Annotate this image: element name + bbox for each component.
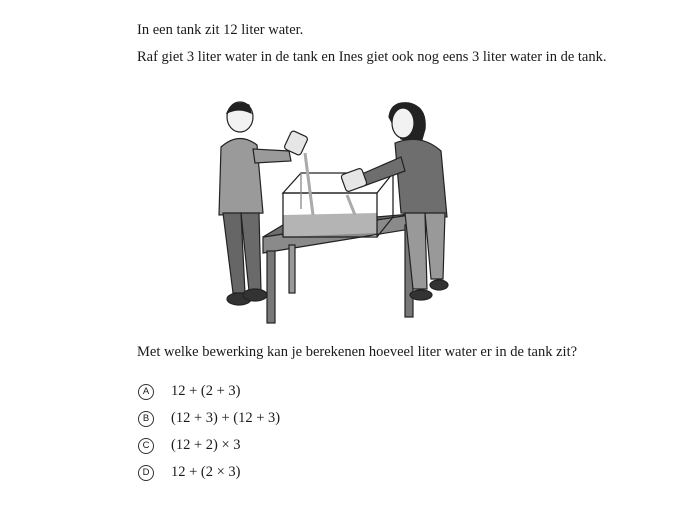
option-d[interactable] — [137, 459, 280, 486]
option-c-letter[interactable]: C — [138, 438, 154, 454]
option-b-text: (12 + 3) + (12 + 3) — [171, 410, 281, 426]
option-d-letter[interactable]: D — [138, 465, 154, 481]
answer-options — [137, 378, 280, 486]
option-a-text: 12 + (2 + 3) — [171, 383, 241, 399]
option-c-text: (12 + 2) × 3 — [171, 437, 241, 453]
option-a[interactable] — [137, 378, 280, 405]
water-tank — [283, 173, 393, 237]
intro-text: In een tank zit 12 liter water. — [137, 22, 304, 38]
option-b-letter[interactable]: B — [138, 411, 154, 427]
girl-figure — [341, 103, 448, 300]
option-d-text: 12 + (2 × 3) — [171, 464, 241, 480]
story-text: Raf giet 3 liter water in de tank en Ines giet ook nog eens 3 liter water in de tank. — [137, 49, 607, 65]
tank-illustration — [205, 95, 465, 327]
option-c[interactable] — [137, 432, 280, 459]
option-b[interactable] — [137, 405, 280, 432]
question-text: Met welke bewerking kan je berekenen hoeveel liter water er in de tank zit? — [137, 344, 578, 360]
option-a-letter[interactable]: A — [138, 384, 154, 400]
